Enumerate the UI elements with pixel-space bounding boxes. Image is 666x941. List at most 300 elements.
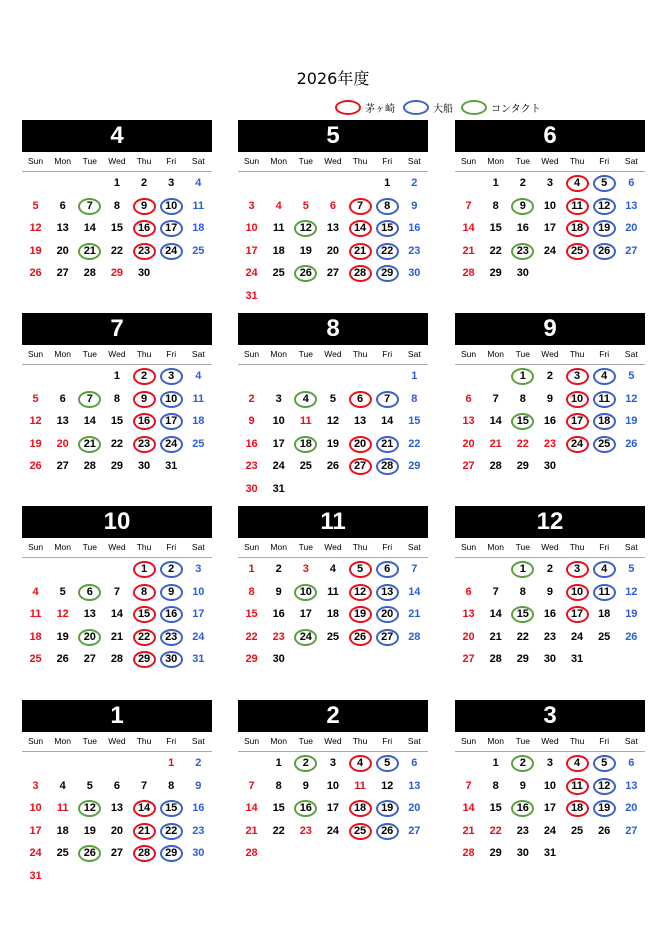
day-cell — [238, 455, 265, 478]
day-number: 21 — [489, 630, 502, 643]
weekday-label: Wed — [541, 349, 559, 359]
day-cell — [591, 217, 618, 240]
day-number: 20 — [353, 437, 367, 450]
day-number: 2 — [248, 392, 255, 405]
legend-item-chigasaki — [335, 100, 395, 115]
day-number: 1 — [492, 177, 499, 189]
empty-cell — [347, 842, 374, 865]
day-cell — [536, 365, 563, 388]
day-cell — [319, 752, 346, 775]
weekday-label: Sat — [191, 736, 205, 746]
day-number: 14 — [462, 222, 475, 234]
day-cell — [374, 217, 401, 240]
day-number: 5 — [601, 757, 608, 769]
day-cell — [509, 775, 536, 798]
day-cell — [103, 195, 130, 218]
day-cell — [401, 820, 428, 843]
empty-cell — [319, 478, 346, 501]
day-number: 13 — [625, 199, 638, 212]
day-number: 2 — [141, 177, 148, 189]
weekday-label: Mon — [54, 542, 71, 552]
day-cell — [591, 172, 618, 195]
weekday-header-row — [455, 345, 645, 365]
empty-cell — [618, 648, 645, 671]
week-row — [22, 865, 212, 888]
day-cell — [185, 752, 212, 775]
day-number: 16 — [137, 415, 151, 427]
day-number: 20 — [110, 824, 124, 837]
day-cell — [401, 581, 428, 604]
month-header: 3 — [455, 700, 645, 732]
day-number: 24 — [570, 437, 584, 450]
day-cell — [401, 240, 428, 263]
day-number: 7 — [465, 779, 472, 792]
day-number: 11 — [29, 608, 42, 620]
day-cell — [185, 603, 212, 626]
day-cell — [455, 797, 482, 820]
day-cell — [103, 842, 130, 865]
day-cell — [158, 558, 185, 581]
day-cell — [76, 775, 103, 798]
empty-cell — [347, 365, 374, 388]
day-cell — [22, 433, 49, 456]
weekday-label: Thu — [136, 156, 152, 166]
day-number: 24 — [326, 824, 340, 837]
day-number: 13 — [381, 585, 394, 598]
day-cell — [536, 603, 563, 626]
day-number: 11 — [354, 779, 366, 792]
day-cell — [265, 648, 292, 671]
day-number: 1 — [168, 757, 175, 769]
empty-cell — [158, 865, 185, 888]
day-number: 11 — [299, 415, 312, 427]
day-cell — [509, 842, 536, 865]
day-number: 13 — [462, 608, 475, 620]
empty-cell — [347, 172, 374, 195]
day-cell — [347, 217, 374, 240]
day-cell — [401, 797, 428, 820]
weekday-header-row — [238, 345, 428, 365]
day-number: 23 — [516, 244, 529, 257]
month-calendar-5 — [238, 120, 428, 307]
day-cell — [76, 410, 103, 433]
day-cell — [509, 365, 536, 388]
day-number: 13 — [56, 222, 69, 234]
day-number: 6 — [384, 563, 391, 575]
day-cell — [131, 626, 158, 649]
day-cell — [536, 217, 563, 240]
day-cell — [319, 388, 346, 411]
day-number: 29 — [516, 653, 529, 665]
day-number: 10 — [29, 802, 42, 814]
day-number: 6 — [628, 757, 635, 769]
day-number: 14 — [353, 222, 367, 234]
day-cell — [131, 217, 158, 240]
day-cell — [265, 558, 292, 581]
empty-cell — [265, 365, 292, 388]
day-number: 18 — [299, 437, 312, 450]
day-number: 21 — [245, 824, 258, 837]
day-cell — [455, 648, 482, 671]
day-cell — [591, 558, 618, 581]
day-number: 21 — [83, 437, 96, 450]
day-number: 30 — [272, 653, 285, 665]
day-cell — [482, 240, 509, 263]
day-number: 26 — [625, 437, 638, 450]
day-number: 13 — [83, 608, 96, 620]
day-cell — [319, 240, 346, 263]
day-cell — [265, 455, 292, 478]
weekday-label: Fri — [166, 736, 177, 746]
empty-cell — [22, 365, 49, 388]
weekday-label: Fri — [382, 156, 393, 166]
day-number: 28 — [489, 460, 502, 472]
day-cell — [536, 195, 563, 218]
day-number: 30 — [137, 267, 151, 279]
empty-cell — [374, 365, 401, 388]
weekday-label: Mon — [54, 736, 71, 746]
day-number: 16 — [272, 608, 285, 620]
day-cell — [292, 433, 319, 456]
day-cell — [185, 775, 212, 798]
day-number: 19 — [598, 802, 611, 814]
day-number: 12 — [29, 415, 42, 427]
week-row — [22, 797, 212, 820]
day-number: 19 — [29, 244, 42, 257]
day-number: 5 — [628, 370, 635, 382]
day-cell — [536, 775, 563, 798]
day-number: 11 — [56, 802, 69, 814]
empty-cell — [591, 455, 618, 478]
week-row — [455, 603, 645, 626]
day-number: 18 — [353, 802, 367, 814]
weekday-label: Tue — [298, 542, 313, 552]
week-row — [238, 558, 428, 581]
empty-cell — [265, 842, 292, 865]
weekday-label: Wed — [324, 156, 342, 166]
day-cell — [22, 797, 49, 820]
day-number: 31 — [570, 653, 584, 665]
day-cell — [401, 626, 428, 649]
weekday-label: Mon — [487, 349, 504, 359]
day-number: 20 — [625, 802, 638, 814]
day-number: 14 — [137, 802, 151, 814]
empty-cell — [131, 865, 158, 888]
day-number: 29 — [516, 460, 529, 472]
day-number: 5 — [329, 392, 336, 405]
empty-cell — [238, 172, 265, 195]
day-number: 22 — [516, 437, 529, 450]
day-number: 23 — [192, 824, 205, 837]
day-cell — [103, 410, 130, 433]
day-number: 8 — [113, 199, 120, 212]
week-row — [455, 240, 645, 263]
day-number: 4 — [574, 757, 581, 769]
day-cell — [238, 433, 265, 456]
weekday-label: Tue — [298, 736, 313, 746]
day-cell — [455, 775, 482, 798]
week-row — [238, 433, 428, 456]
day-cell — [76, 217, 103, 240]
week-row — [238, 820, 428, 843]
month-header: 1 — [22, 700, 212, 732]
empty-cell — [618, 455, 645, 478]
day-cell — [618, 217, 645, 240]
day-cell — [238, 775, 265, 798]
day-number: 18 — [272, 244, 285, 257]
day-number: 9 — [519, 779, 526, 792]
empty-cell — [319, 648, 346, 671]
day-number: 31 — [165, 460, 178, 472]
day-number: 26 — [326, 460, 340, 472]
day-number: 6 — [465, 585, 472, 598]
day-cell — [76, 262, 103, 285]
day-cell — [319, 558, 346, 581]
day-number: 12 — [83, 802, 96, 814]
day-number: 2 — [546, 563, 553, 575]
day-cell — [185, 626, 212, 649]
day-number: 5 — [59, 585, 66, 598]
empty-cell — [319, 172, 346, 195]
day-cell — [591, 603, 618, 626]
day-cell — [374, 797, 401, 820]
empty-cell — [49, 865, 76, 888]
day-number: 23 — [165, 630, 178, 643]
day-cell — [238, 581, 265, 604]
week-row — [238, 648, 428, 671]
day-number: 11 — [598, 392, 610, 405]
day-cell — [131, 775, 158, 798]
day-number: 7 — [384, 392, 391, 405]
day-cell — [238, 217, 265, 240]
day-number: 22 — [408, 437, 421, 450]
blue-ellipse-icon — [403, 100, 429, 115]
day-number: 20 — [56, 244, 69, 257]
day-number: 2 — [275, 563, 282, 575]
week-row — [238, 240, 428, 263]
day-number: 29 — [408, 460, 421, 472]
day-number: 31 — [29, 869, 42, 882]
day-cell — [292, 752, 319, 775]
day-number: 18 — [56, 824, 69, 837]
day-cell — [103, 433, 130, 456]
day-cell — [131, 433, 158, 456]
day-number: 6 — [628, 177, 635, 189]
day-cell — [49, 648, 76, 671]
day-number: 28 — [462, 267, 475, 279]
week-row — [22, 262, 212, 285]
day-number: 14 — [83, 415, 96, 427]
day-number: 25 — [598, 437, 611, 450]
day-number: 31 — [192, 653, 205, 665]
day-number: 27 — [462, 653, 475, 665]
day-cell — [22, 455, 49, 478]
day-cell — [22, 842, 49, 865]
week-row — [22, 172, 212, 195]
day-number: 1 — [519, 563, 526, 575]
day-number: 25 — [29, 653, 42, 665]
day-number: 22 — [272, 824, 285, 837]
day-number: 1 — [113, 177, 120, 189]
day-number: 17 — [299, 608, 312, 620]
day-cell — [374, 581, 401, 604]
day-number: 8 — [141, 585, 148, 598]
day-cell — [591, 388, 618, 411]
day-number: 26 — [299, 267, 312, 279]
day-number: 25 — [272, 267, 285, 279]
day-number: 9 — [248, 415, 255, 427]
week-row — [238, 478, 428, 501]
day-cell — [158, 455, 185, 478]
day-cell — [536, 455, 563, 478]
day-number: 4 — [357, 757, 364, 769]
day-number: 15 — [137, 608, 151, 620]
weekday-label: Wed — [324, 542, 342, 552]
day-number: 10 — [543, 779, 557, 792]
day-number: 25 — [326, 630, 340, 643]
day-number: 3 — [329, 757, 336, 769]
weekday-label: Sun — [28, 156, 44, 166]
day-number: 22 — [165, 824, 178, 837]
week-row — [238, 603, 428, 626]
day-cell — [49, 410, 76, 433]
day-number: 21 — [462, 824, 475, 837]
day-cell — [76, 581, 103, 604]
day-number: 27 — [83, 653, 96, 665]
day-number: 9 — [546, 392, 553, 405]
day-cell — [265, 626, 292, 649]
day-number: 25 — [299, 460, 312, 472]
month-calendar-1 — [22, 700, 212, 887]
day-cell — [49, 217, 76, 240]
empty-cell — [455, 365, 482, 388]
day-cell — [509, 603, 536, 626]
day-cell — [238, 648, 265, 671]
day-cell — [374, 455, 401, 478]
day-number: 21 — [137, 824, 151, 837]
day-number: 26 — [29, 460, 42, 472]
day-number: 23 — [272, 630, 285, 643]
empty-cell — [455, 172, 482, 195]
day-number: 25 — [598, 630, 611, 643]
day-number: 27 — [625, 824, 638, 837]
day-number: 3 — [248, 199, 255, 212]
weekday-label: Sun — [461, 736, 477, 746]
day-number: 19 — [625, 415, 638, 427]
day-number: 29 — [489, 847, 502, 859]
day-number: 1 — [492, 757, 499, 769]
day-cell — [455, 262, 482, 285]
day-cell — [455, 626, 482, 649]
day-cell — [591, 752, 618, 775]
weekday-label: Tue — [298, 349, 313, 359]
legend-label: 茅ヶ崎 — [365, 103, 395, 115]
week-row — [455, 262, 645, 285]
week-row — [455, 775, 645, 798]
day-cell — [536, 797, 563, 820]
day-number: 16 — [408, 222, 421, 234]
day-number: 10 — [326, 779, 340, 792]
day-cell — [158, 410, 185, 433]
day-cell — [292, 195, 319, 218]
day-number: 17 — [165, 415, 178, 427]
empty-cell — [49, 752, 76, 775]
day-number: 2 — [546, 370, 553, 382]
day-cell — [22, 603, 49, 626]
day-cell — [482, 262, 509, 285]
day-number: 8 — [168, 779, 175, 792]
weekday-label: Tue — [82, 349, 97, 359]
weekday-label: Sun — [244, 736, 260, 746]
day-cell — [618, 820, 645, 843]
day-cell — [76, 455, 103, 478]
day-number: 9 — [411, 199, 418, 212]
day-cell — [185, 820, 212, 843]
day-cell — [49, 775, 76, 798]
week-row — [22, 752, 212, 775]
day-cell — [49, 797, 76, 820]
day-cell — [22, 865, 49, 888]
day-cell — [509, 388, 536, 411]
day-cell — [401, 603, 428, 626]
day-number: 8 — [384, 199, 391, 212]
day-cell — [103, 262, 130, 285]
day-cell — [22, 648, 49, 671]
day-number: 3 — [275, 392, 282, 405]
empty-cell — [22, 172, 49, 195]
day-cell — [185, 217, 212, 240]
day-number: 14 — [381, 415, 394, 427]
day-cell — [509, 195, 536, 218]
day-cell — [509, 820, 536, 843]
empty-cell — [76, 752, 103, 775]
day-cell — [238, 626, 265, 649]
day-cell — [374, 626, 401, 649]
day-number: 22 — [110, 244, 124, 257]
day-number: 3 — [195, 563, 202, 575]
weekday-label: Thu — [352, 349, 368, 359]
week-row — [455, 365, 645, 388]
day-number: 8 — [492, 779, 499, 792]
day-number: 5 — [86, 779, 93, 792]
day-cell — [158, 217, 185, 240]
day-cell — [292, 240, 319, 263]
day-number: 23 — [543, 630, 557, 643]
day-cell — [49, 388, 76, 411]
empty-cell — [591, 842, 618, 865]
day-cell — [591, 581, 618, 604]
day-number: 7 — [248, 779, 255, 792]
day-cell — [455, 433, 482, 456]
week-row — [238, 410, 428, 433]
empty-cell — [591, 648, 618, 671]
month-header: 5 — [238, 120, 428, 152]
day-number: 26 — [598, 244, 611, 257]
week-row — [22, 217, 212, 240]
day-number: 3 — [546, 757, 553, 769]
day-number: 18 — [570, 802, 584, 814]
empty-cell — [103, 865, 130, 888]
empty-cell — [347, 648, 374, 671]
day-cell — [158, 626, 185, 649]
day-number: 6 — [465, 392, 472, 405]
day-cell — [482, 581, 509, 604]
weekday-label: Wed — [541, 542, 559, 552]
day-cell — [238, 797, 265, 820]
empty-cell — [401, 842, 428, 865]
day-cell — [509, 410, 536, 433]
day-cell — [158, 433, 185, 456]
